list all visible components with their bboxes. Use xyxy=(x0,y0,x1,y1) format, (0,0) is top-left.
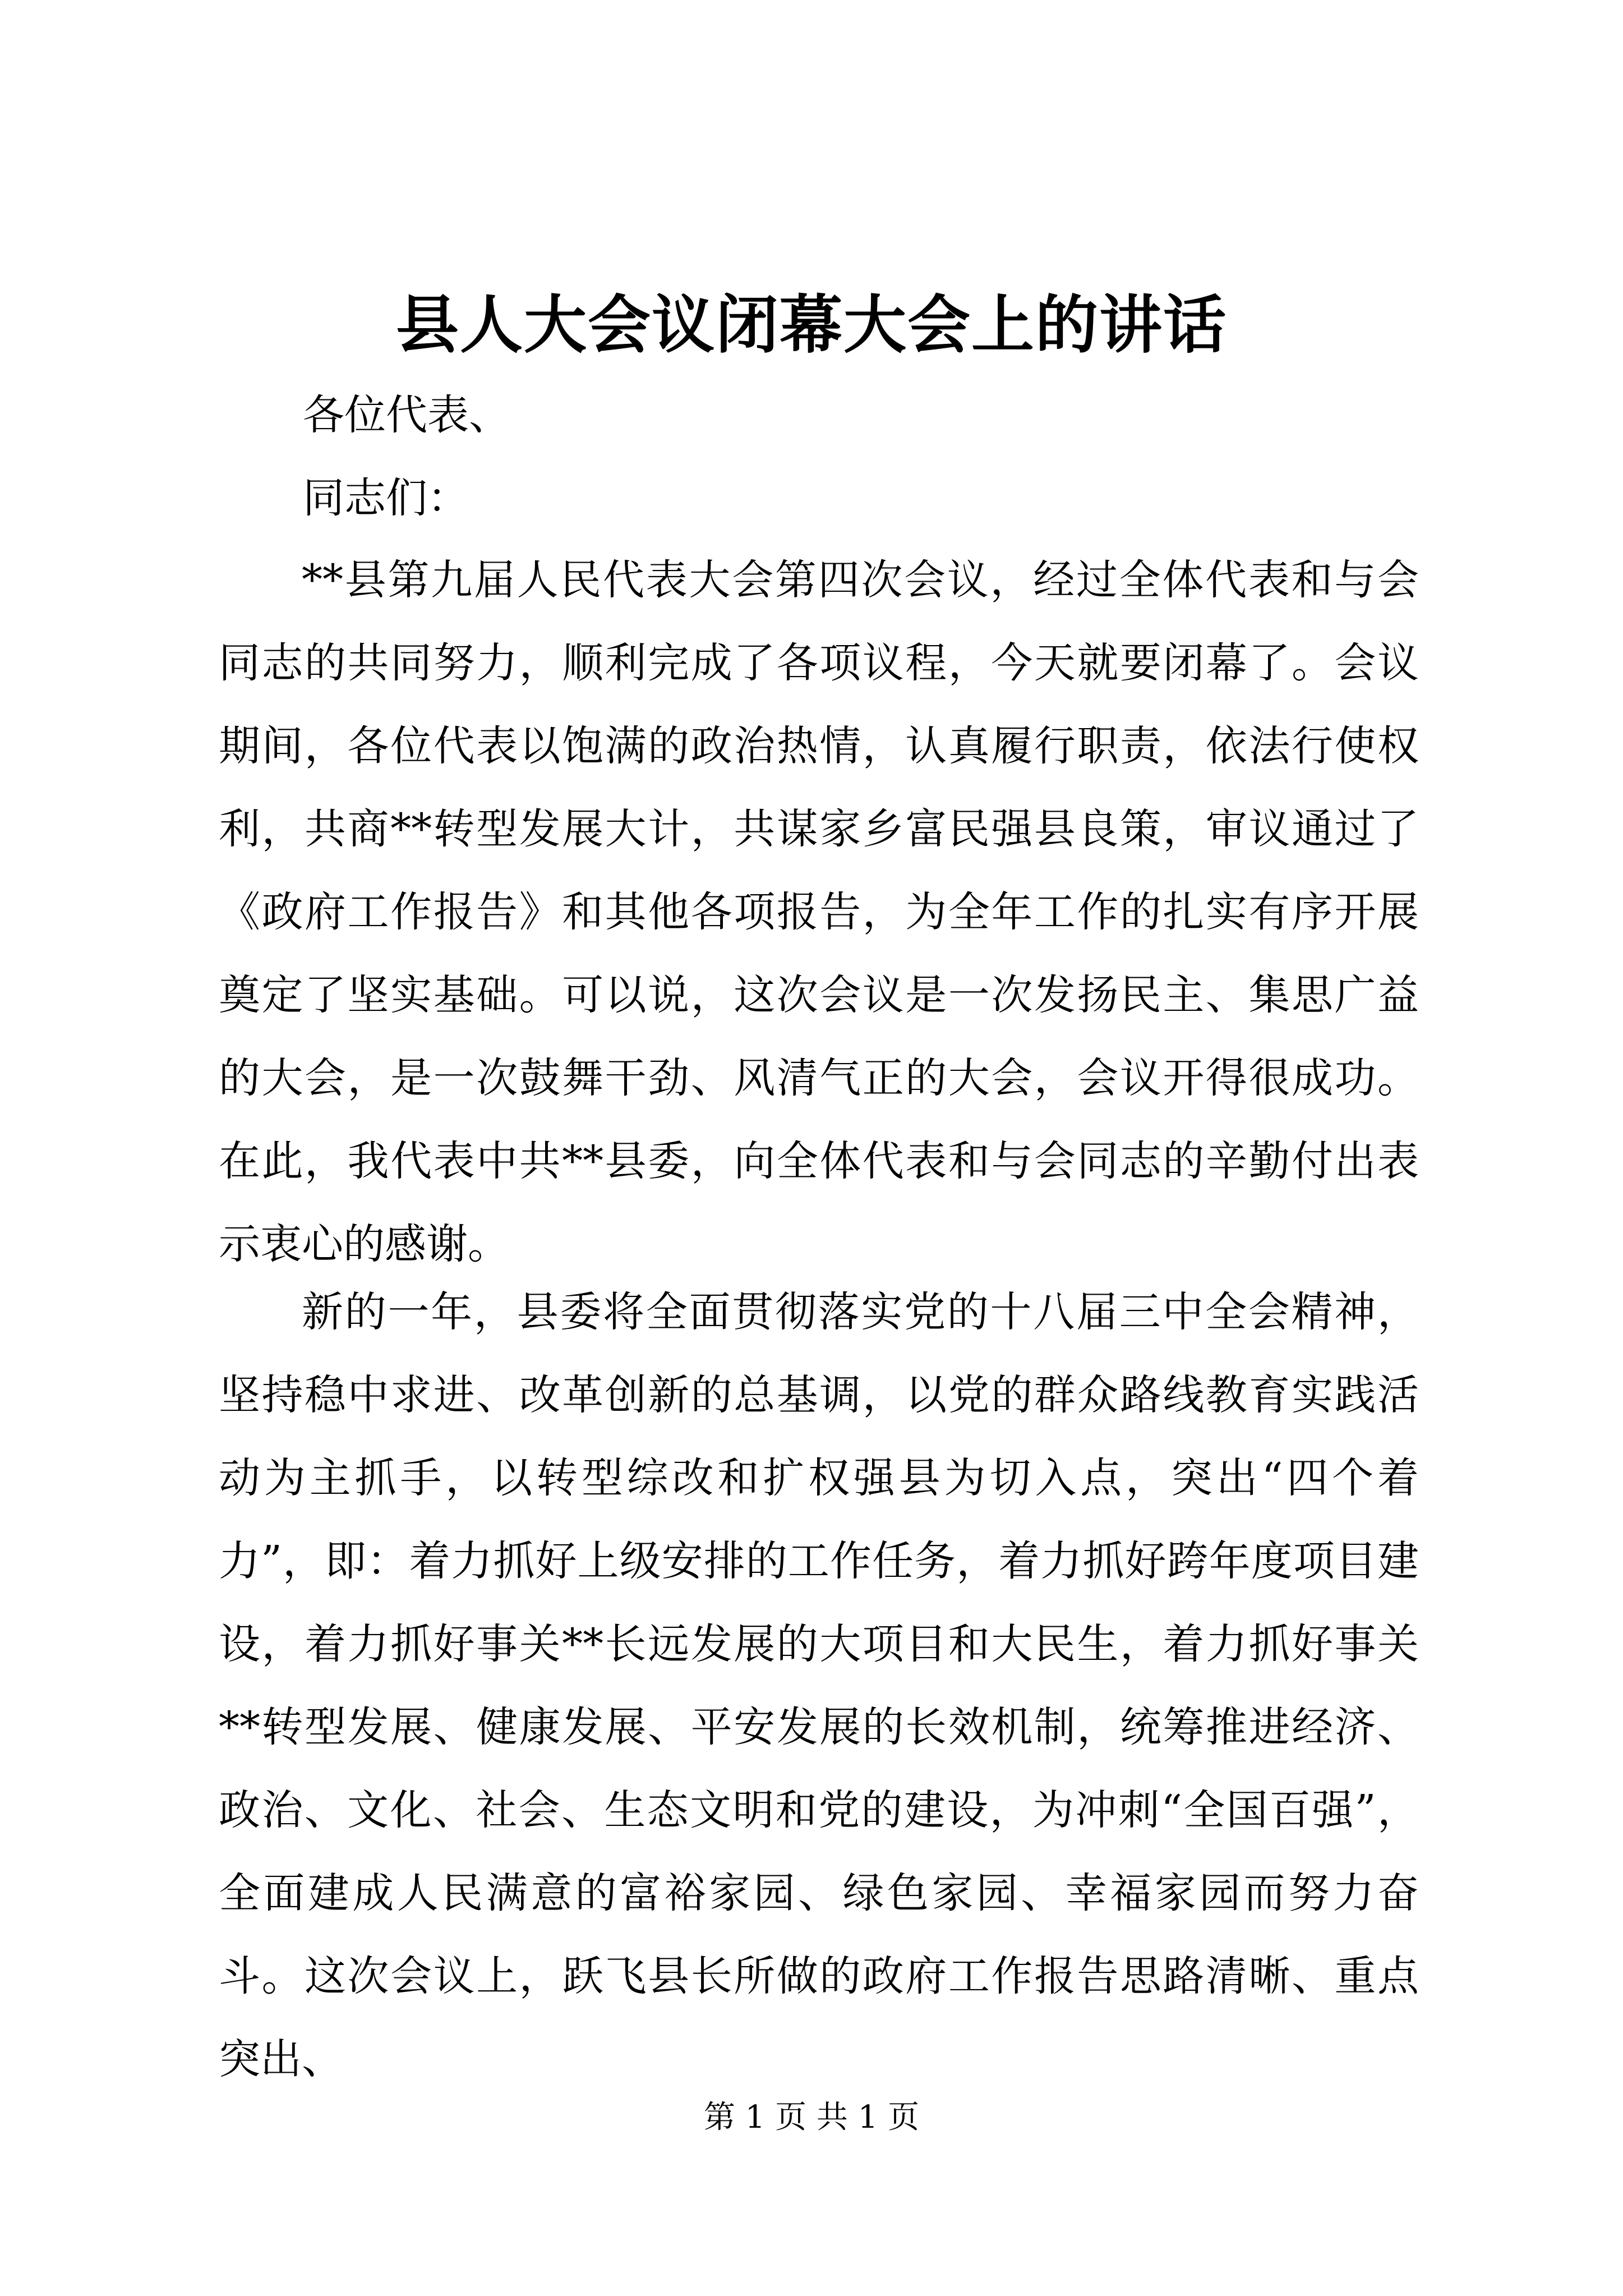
page-footer: 第 1 页 共 1 页 xyxy=(703,2099,920,2136)
body-paragraph: **县第九届人民代表大会第四次会议，经过全体代表和与会同志的共同努力，顺利完成了各项议程，今天就要闭幕了。会议期间，各位代表以饱满的政治热情，认真履行职责，依法行使权利，共商**转型发展大计，共谋家乡富民强县良策，审议通过了《政府工作报告》和其他各项报告，为全年工作的扎实有序开展奠定了坚实基础。可以说，这次会议是一次发扬民主、集思广益的大会，是一次鼓舞干劲、风清气正的大会，会议开得很成功。在此，我代表中共**县委，向全体代表和与会同志的辛勤付出表示衷心的感谢。 xyxy=(219,556,1419,1268)
body-paragraph-block-1 xyxy=(219,539,1419,1286)
salutation-line-2: 同志们： xyxy=(303,474,469,522)
body-paragraph-block-2 xyxy=(219,1271,1419,2101)
salutation-line-1: 各位代表、 xyxy=(303,391,510,439)
body-paragraph: 新的一年，县委将全面贯彻落实党的十八届三中全会精神，坚持稳中求进、改革创新的总基调，以党的群众路线教育实践活动为主抓手，以转型综改和扩权强县为切入点，突出“四个着力”，即：着力抓好上级安排的工作任务，着力抓好跨年度项目建设，着力抓好事关**长远发展的大项目和大民生，着力抓好事关**转型发展、健康发展、平安发展的长效机制，统筹推进经济、政治、文化、社会、生态文明和党的建设，为冲刺“全国百强”，全面建成人民满意的富裕家园、绿色家园、幸福家园而努力奋斗。这次会议上，跃飞县长所做的政府工作报告思路清晰、重点突出、 xyxy=(219,1288,1419,2083)
document-title: 县人大会议闭幕大会上的讲话 xyxy=(396,288,1227,362)
